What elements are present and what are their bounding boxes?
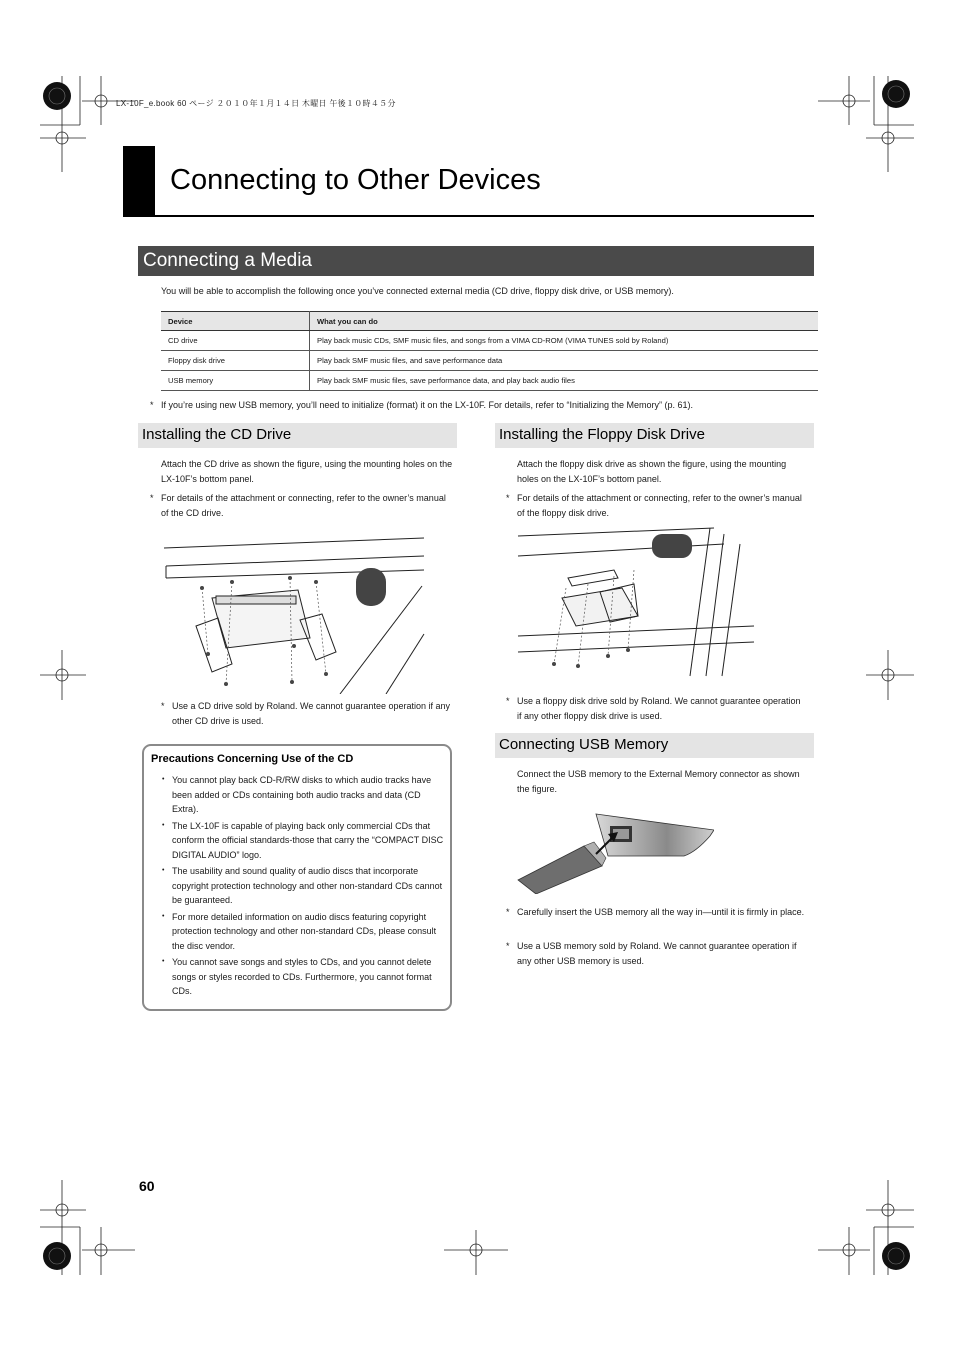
precautions-box <box>142 744 452 1011</box>
table-header-device: Device <box>161 312 310 331</box>
note-asterisk: * <box>506 907 510 917</box>
note-asterisk: * <box>506 493 510 503</box>
table-header-capability: What you can do <box>310 312 819 331</box>
title-block-marker <box>123 146 155 216</box>
cd-drive-note-2 <box>161 699 456 729</box>
precautions-list <box>172 773 448 1001</box>
usb-note-1 <box>506 905 809 920</box>
table-row <box>161 351 818 371</box>
usb-heading: Connecting USB Memory <box>499 736 669 753</box>
cd-drive-note-1 <box>150 491 451 521</box>
note-asterisk: * <box>506 941 510 951</box>
floppy-heading-bar <box>495 423 814 448</box>
floppy-note-2-text: Use a floppy disk drive sold by Roland. We cannot guarantee operation if any other floppy disk drive is used. <box>517 696 801 721</box>
note-asterisk: * <box>150 400 154 410</box>
table-cell: Play back music CDs, SMF music files, and songs from a VIMA CD-ROM (VIMA TUNES sold by Roland) <box>310 331 819 351</box>
usb-format-note-text: If you’re using new USB memory, you’ll need to initialize (format) it on the LX-10F. For details, refer to “Initializing the Memory” (p. 61). <box>161 400 694 410</box>
usb-body: Connect the USB memory to the External Memory connector as shown the figure. <box>517 769 800 794</box>
table-cell: CD drive <box>161 331 310 351</box>
list-item: • For more detailed information on audio discs featuring copyright protection technology and other non-standard CDs, please consult the disc vendor. <box>172 910 448 954</box>
floppy-note-1 <box>506 491 807 521</box>
floppy-note-2 <box>506 694 807 724</box>
section-header <box>138 246 814 276</box>
page-number: 60 <box>139 1178 155 1194</box>
floppy-note-1-text: For details of the attachment or connecting, refer to the owner’s manual of the floppy disk drive. <box>517 493 802 518</box>
table-cell: Play back SMF music files, and save performance data <box>310 351 819 371</box>
usb-heading-bar <box>495 733 814 758</box>
cd-drive-heading-bar <box>138 423 457 448</box>
precautions-title: Precautions Concerning Use of the CD <box>151 753 354 765</box>
usb-format-note <box>150 398 811 413</box>
cd-drive-illustration <box>160 534 430 694</box>
usb-note-2-text: Use a USB memory sold by Roland. We cannot guarantee operation if any other USB memory is used. <box>517 941 797 966</box>
list-item: • You cannot save songs and styles to CDs, and you cannot delete songs or styles recorded to CDs. Furthermore, you cannot format CDs. <box>172 955 448 999</box>
usb-note-2 <box>506 939 811 969</box>
file-header: LX-10F_e.book 60 ページ ２０１０年１月１４日 木曜日 午後１０時４５分 <box>116 99 396 108</box>
page-title: Connecting to Other Devices <box>170 164 541 196</box>
list-item: • The usability and sound quality of audio discs that incorporate copyright protection technology and other non-standard CDs cannot be guaranteed. <box>172 864 448 908</box>
cd-drive-note-2-text: Use a CD drive sold by Roland. We cannot guarantee operation if any other CD drive is used. <box>172 701 450 726</box>
table-cell: USB memory <box>161 371 310 391</box>
table-cell: Floppy disk drive <box>161 351 310 371</box>
section-title: Connecting a Media <box>143 250 312 271</box>
floppy-drive-illustration <box>514 526 758 682</box>
cd-drive-note-1-text: For details of the attachment or connecting, refer to the owner’s manual of the CD drive. <box>161 493 446 518</box>
device-table <box>161 311 818 391</box>
title-divider <box>123 215 814 217</box>
cd-drive-body: Attach the CD drive as shown the figure, using the mounting holes on the LX-10F’s bottom panel. <box>161 459 453 484</box>
intro-text: You will be able to accomplish the following once you’ve connected external media (CD drive, floppy disk drive, or USB memory). <box>161 286 674 296</box>
floppy-heading: Installing the Floppy Disk Drive <box>499 426 705 443</box>
list-item: • The LX-10F is capable of playing back only commercial CDs that conform the official standards-those that carry the “COMPACT DISC DIGITAL AUDIO” logo. <box>172 819 448 863</box>
table-row <box>161 371 818 391</box>
list-item: • You cannot play back CD-R/RW disks to which audio tracks have been added or CDs containing both audio tracks and data (CD Extra). <box>172 773 448 817</box>
note-asterisk: * <box>150 493 154 503</box>
table-header-row <box>161 312 818 331</box>
table-row <box>161 331 818 351</box>
floppy-body: Attach the floppy disk drive as shown the figure, using the mounting holes on the LX-10F’s bottom panel. <box>517 459 787 484</box>
note-asterisk: * <box>506 696 510 706</box>
table-cell: Play back SMF music files, save performance data, and play back audio files <box>310 371 819 391</box>
usb-note-1-text: Carefully insert the USB memory all the way in—until it is firmly in place. <box>517 907 805 917</box>
usb-memory-illustration <box>514 808 714 894</box>
cd-drive-heading: Installing the CD Drive <box>142 426 292 443</box>
note-asterisk: * <box>161 701 165 711</box>
